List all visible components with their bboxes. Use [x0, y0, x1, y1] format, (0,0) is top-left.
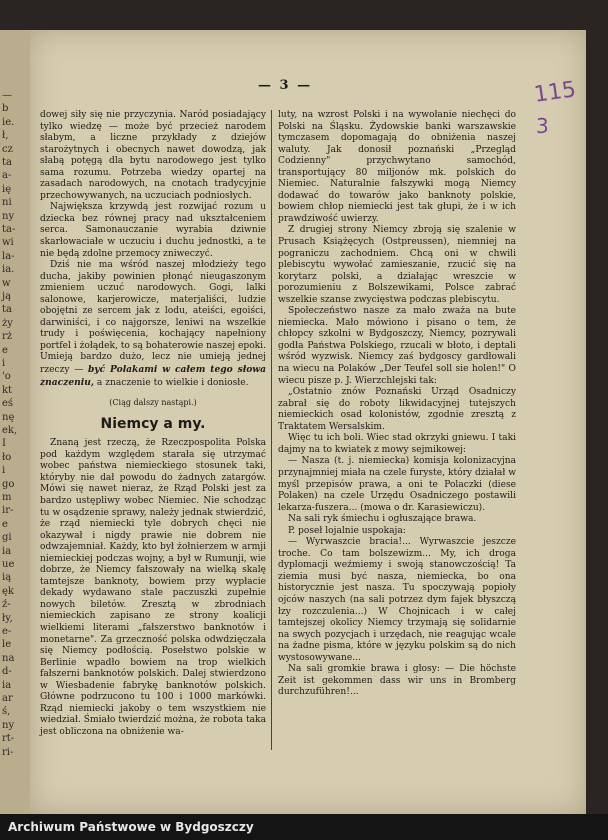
prev-page-fragment: le	[2, 639, 12, 651]
prev-page-fragment: rt-	[2, 733, 15, 745]
prev-page-fragment: ar	[2, 693, 13, 704]
prev-page-fragment: ir-	[2, 505, 14, 517]
prev-page-fragment: go	[2, 478, 15, 490]
prev-page-fragment: ię	[2, 183, 12, 195]
left-column	[40, 110, 266, 738]
prev-page-fragment: ęk	[2, 585, 14, 597]
prev-page-fragment: la-	[2, 250, 15, 262]
prev-page-fragment: w	[2, 277, 11, 289]
prev-page-fragment: ia	[2, 545, 12, 557]
prev-page-fragment: d-	[2, 666, 12, 678]
paragraph: „Ostatnio znów Poznański Urząd Osadniczy zabrał się do roboty likwidacyjnej tutejszych niemieckich osad kolonistów, zgodnie zresztą z Traktatem Wersalskim.	[278, 387, 516, 432]
prev-page-fragment: ny	[2, 210, 15, 222]
paragraph: Na sali ryk śmiechu i ogłuszające brawa.	[288, 514, 477, 525]
prev-page-fragment: 'o	[2, 371, 11, 383]
prev-page-fragment: nę	[2, 411, 15, 423]
archive-pencil-number: 115	[532, 77, 578, 108]
paragraph: Na sali gromkie brawa i głosy: — Die höchste Zeit ist gekommen dass wir uns in Bromberg durchzuführen!...	[278, 664, 516, 698]
paragraph: P. poseł lojalnie uspokaja:	[288, 525, 406, 536]
prev-page-fragment: ją	[2, 291, 12, 302]
prev-page-fragment: a-	[2, 170, 12, 182]
prev-page-fragment: ta	[2, 304, 12, 316]
paragraph: luty, na wzrost Polski i na wywołanie niechęci do Polski na Śląsku. Żydowskie banki warszawskie tymczasem dopomagają do obniżenia naszej waluty. Jak donosił poznański „Przegląd Codzienny" przychwytano samochód, transportujący 80 miljonów mk. polskich do Niemiec. Naturalnie fałszywki mogą Niemcy dodawać do towarów jako banknoty polskie, bowiem chłop niemiecki jest tak głupi, że i w ich prawdziwość uwierzy.	[278, 110, 516, 224]
prev-page-fragment: ły,	[2, 612, 13, 624]
column-divider	[271, 110, 272, 750]
prev-page-fragment: eś	[2, 398, 14, 410]
paragraph: Znaną jest rzeczą, że Rzeczpospolita Polska pod każdym względem starała się utrzymać wobec państwa niemieckiego stosunek taki, któryby nie dał powodu do żadnych zatargów. Mówi się nawet nieraz, że Rząd Polski jest za bardzo ustępliwy wobec Niemiec. Nie schodząc tu w osądzenie sprawy, należy jednak stwierdzić, że rząd niemiecki tyle dobrych chęci nie okazywał i nigdy prawie nie dobrem nie odwzajemniał. Każdy, kto był żołnierzem w armji niemieckiej podczas wojny, a był w Rumunji, wie dobrze, że Niemcy fałszowały na wielką skalę tamtejsze banknoty, bowiem przy wypłacie dekady wydawano stale paczuszki zupełnie nowych biletów. Zresztą w zbrodniach niemieckich zapisano ze strony koalicji wielkiemi literami „fałszerstwo banknotów i monetarne". Za grzeczność polska odwdzięczała się Niemcy podłością. Posełstwo polskie w Berlinie wpadło bowiem na trop wielkich fałszerni banknotów polskich. Dalej stwierdzono w Wiesbadenie fabrykę banknotów polskich. Główne podrzucono tu 100 i 1000 markówki. Rząd niemiecki jakoby o tem wszystkiem nie wiedział. Śmiało twierdzić można, że robota taka jest obliczona na obniżenie wa-	[40, 438, 266, 737]
page-number: — 3 —	[258, 78, 313, 93]
prev-page-fragment: kt	[2, 384, 13, 396]
prev-page-fragment: ri-	[2, 746, 14, 758]
prev-page-fragment: ią	[2, 572, 12, 584]
prev-page-fragment: ni	[2, 197, 12, 209]
paragraph: dowej siły się nie przyczynia. Naród posiadający tylko wiedzę — może być przecież narodem słabym, a liczne przykłady z dziejów starożytnych i obecnych nawet dowodzą, jak słabą potęgą dla bytu narodowego jest tylko sama rozumu. Potrzeba wiedzy opartej na zasadach narodowych, na cnotach tradycyjnie przechowywanych, na uczuciach podniosłych.	[40, 110, 266, 201]
prev-page-fragment: ł,	[2, 130, 9, 142]
emphasis-text: być Polakami w całem tego słowa znaczeniu,	[40, 364, 267, 388]
prev-page-fragment: I	[2, 438, 6, 450]
paragraph-text: Dziś nie ma wśród naszej młodzieży tego ducha, jakiby powinien płonąć nieugaszonym zmieniem uczuć narodowych. Gogi, lalki salonowe, karjerowicze, materjaliści, ludzie obojętni ze sercem jak z lodu, ateiści, egoiści, darwiniści, i co najgorsze, leniwi na wszelkie trudy i poświęcenia, kochający napełniony portfel i żołądek, to są bohaterowie naszej epoki. Umieją bardzo dużo, lecz nie umieją jednej rzeczy —	[40, 260, 266, 376]
prev-page-fragment: m	[2, 492, 12, 503]
paragraph-text: a znaczenie to wielkie i doniosłe.	[96, 377, 249, 388]
prev-page-fragment: gi	[2, 532, 12, 544]
prev-page-fragment: e	[2, 344, 8, 356]
paragraph: Z drugiej strony Niemcy zbroją się szalenie w Prusach Książęcych (Ostpreussen), niemniej na pograniczu zachodniem. Chcą oni w chwili plebiscytu wywołać zamieszanie, rzucić się na korytarz polski, a działając wreszcie w porozumieniu z Bolszewikami, Polsce zabrać wszelkie szanse zwycięstwa podczas plebiscytu.	[278, 225, 516, 305]
prev-page-fragment: —	[2, 90, 12, 101]
prev-page-fragment: e-	[2, 626, 12, 637]
prev-page-fragment: i	[2, 358, 6, 369]
paragraph: — Nasza (t. j. niemiecka) komisja kolonizacyjna przynajmniej miała na czele furyste, który działał w myśl przepisów prawa, a oni te Polaczki (diese Polaken) na czele Urzędu Osadniczego postawili lekarza-fuszera... (mowa o dr. Karasiewiczu).	[278, 456, 516, 513]
prev-page-fragment: wi	[2, 237, 14, 249]
paragraph: Społeczeństwo nasze za mało zważa na bute niemiecka. Mało mówiono i pisano o tem, że chłopcy szkolni w Bydgoszczy, Niemcy, pozrywali godła Państwa Polskiego, rzucali w błoto, i deptali wśród wyzwisk. Niemcy zaś bydgoscy gardłowali na wiecu na Polaków „Der Teufel soll sie holen!" O wiecu pisze p. J. Wierzchlejski tak:	[278, 306, 516, 386]
prev-page-fragment: i	[2, 465, 6, 477]
prev-page-fragment: ie.	[2, 116, 15, 128]
prev-page-fragment: ia	[2, 679, 12, 691]
prev-page-fragment: ek,	[2, 425, 18, 436]
archive-name: Archiwum Państwowe w Bydgoszczy	[8, 820, 254, 834]
paragraph: — Wyrwaszcie bracia!... Wyrwaszcie jeszcze troche. Co tam bolszewizm... My, ich droga dyplomacji weźmiemy i swoją stanowczością! Ta ziemia musi być nasza, niemiecka, bo ona historycznie jest nasza. Tu spoczywają popioły ojców naszych (na sali potrzez dym fajek błyszczą łzy rozczulenia...) W Chojnicach i w całej tamtejszej okolicy Niemcy trzymają się solidarnie na swych pozycjach i urzędach, nie reagując wcale na żadne pisma, które w języku polskim są do nich wystosowywane...	[278, 537, 516, 663]
prev-page-fragment: ny	[2, 719, 15, 731]
prev-page-fragment: rż	[2, 331, 13, 343]
prev-page-fragment: ź-	[2, 599, 11, 611]
prev-page-fragment: cz	[2, 143, 13, 155]
prev-page-fragment: ue	[2, 559, 15, 570]
paragraph: Więc tu ich boli. Wiec stad okrzyki gniewu. I taki dajmy na to kwiatek z mowy sejmikowej:	[278, 433, 516, 455]
prev-page-fragment: ia.	[2, 264, 15, 276]
prev-page-fragment: ś,	[2, 706, 11, 718]
previous-page-edge	[0, 30, 31, 814]
prev-page-fragment: ło	[2, 451, 12, 463]
prev-page-fragment: ży	[2, 317, 13, 329]
prev-page-fragment: e	[2, 518, 8, 530]
prev-page-fragment: ta	[2, 157, 12, 168]
archive-pencil-subnumber: 3	[536, 114, 549, 138]
prev-page-fragment: na	[2, 652, 15, 664]
prev-page-fragment: b	[2, 103, 9, 115]
paragraph: Największa krzywdą jest rozwijać rozum u dziecka bez równej pracy nad ukształceniem serca. Samonauczanie wyrabia dziwnie skarłowaciałe w uczuciu i duchu jednostki, a te nie będą zdolne przemocy zniweczyć.	[40, 202, 266, 259]
article-heading: Niemcy a my.	[100, 415, 206, 432]
prev-page-fragment: ta-	[2, 224, 16, 235]
continuation-note: (Ciąg dalszy nastąpi.)	[109, 398, 197, 408]
right-column	[278, 110, 516, 699]
newspaper-page	[30, 30, 586, 814]
paragraph	[40, 260, 266, 389]
archive-footer	[0, 814, 608, 840]
